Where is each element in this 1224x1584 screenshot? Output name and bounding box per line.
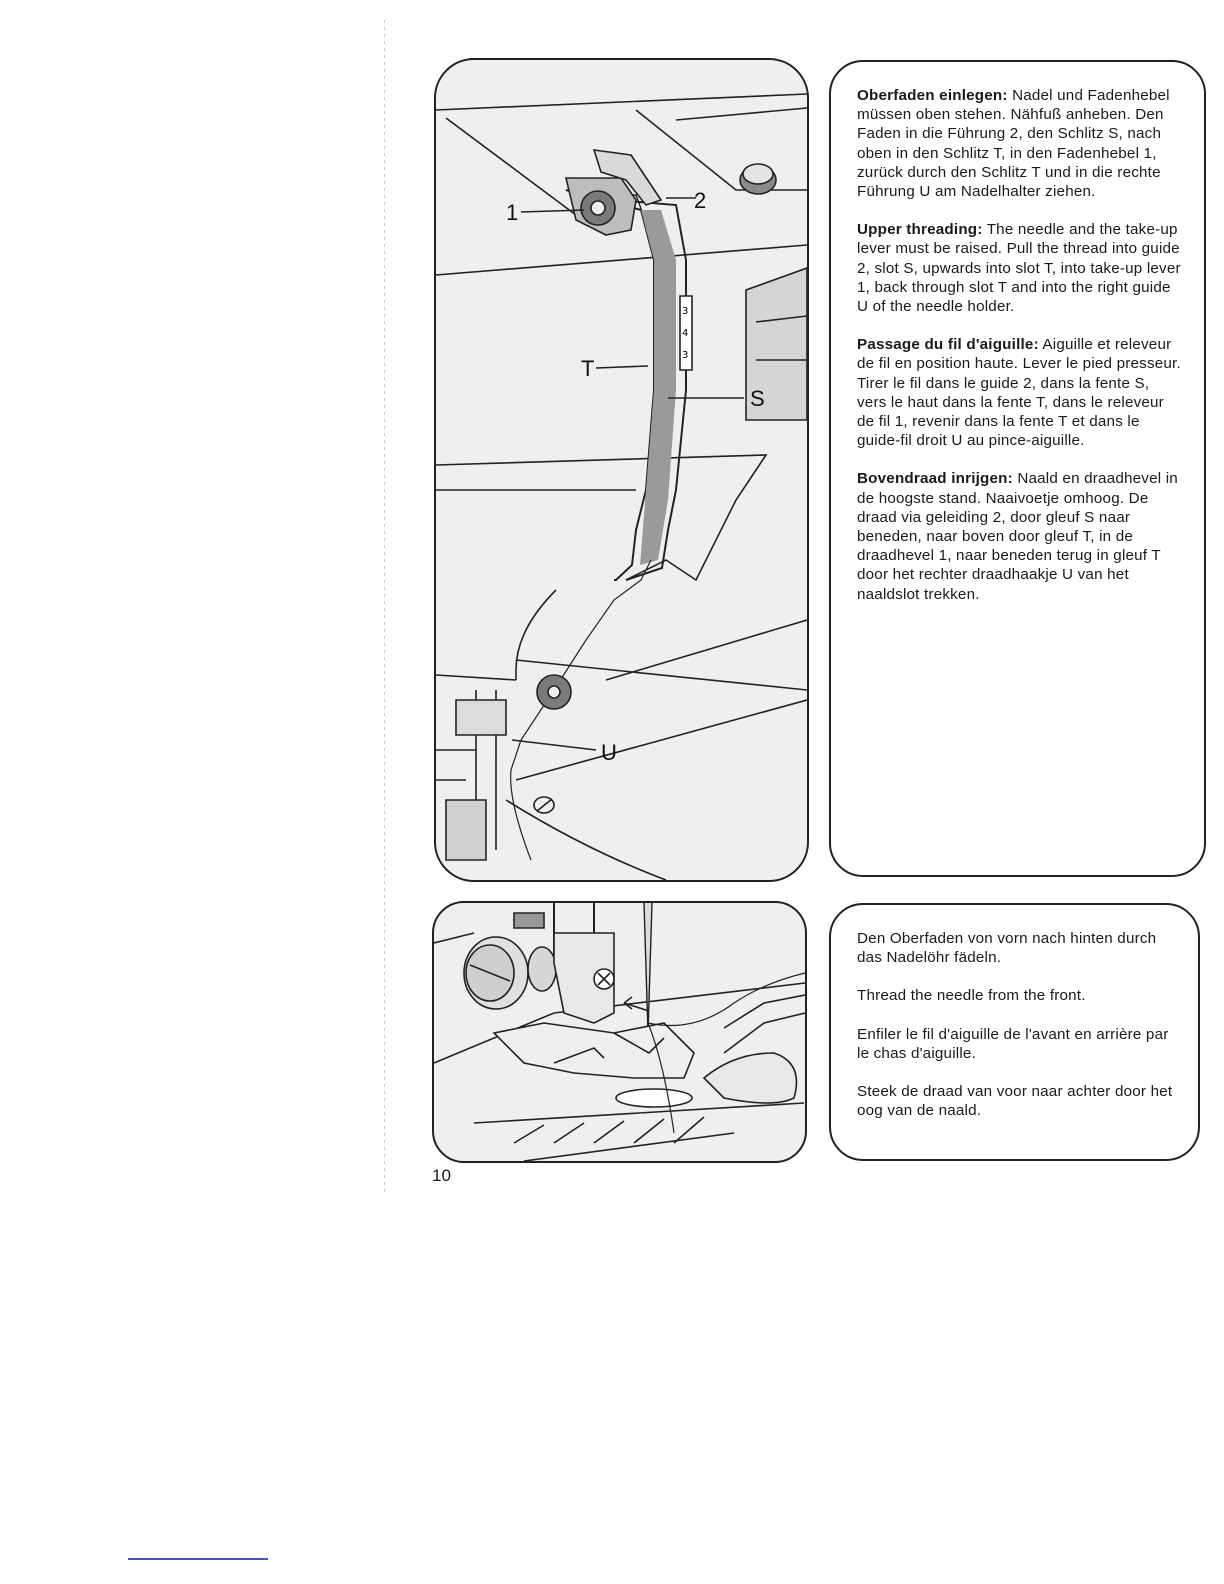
dial-number: 4 bbox=[682, 328, 689, 339]
instruction-german bbox=[857, 86, 1182, 201]
heading-french: Passage du fil d'aiguille: bbox=[857, 336, 1039, 354]
instruction-dutch bbox=[857, 469, 1182, 603]
heading-dutch: Bovendraad inrijgen: bbox=[857, 470, 1013, 488]
callout-slot-t: T bbox=[581, 356, 595, 381]
upper-threading-instructions bbox=[829, 60, 1206, 877]
body-english: The needle and the take-up lever must be raised. Pull the thread into guide 2, slot S, upwards into slot T, into take-up lever 1, back through slot T and into the right guide U of the needle holder. bbox=[857, 221, 1181, 316]
needle-threading-illustration bbox=[434, 903, 805, 1161]
page-number: 10 bbox=[432, 1166, 451, 1185]
callout-take-up-lever-1: 1 bbox=[506, 200, 519, 225]
margin-guide-line bbox=[384, 20, 385, 1195]
dial-number: 3 bbox=[682, 306, 689, 317]
needle-threading-figure bbox=[432, 901, 807, 1163]
needle-threading-instructions bbox=[829, 903, 1200, 1161]
instruction-english bbox=[857, 220, 1182, 316]
needle-instruction-german: Den Oberfaden von vorn nach hinten durch das Nadelöhr fädeln. bbox=[857, 930, 1157, 967]
instruction-french bbox=[857, 335, 1182, 450]
callout-guide-u: U bbox=[601, 740, 617, 765]
needle-instruction-french: Enfiler le fil d'aiguille de l'avant en arrière par le chas d'aiguille. bbox=[857, 1025, 1169, 1062]
heading-english: Upper threading: bbox=[857, 221, 983, 239]
body-french: Aiguille et releveur de fil en position haute. Lever le pied presseur. Tirer le fil dans le guide 2, dans la fente S, vers le haut dans la fente T, dans le releveur de fil 1, revenir dans la fente T et dans le guide-fil droit U au pince-aiguille. bbox=[857, 336, 1181, 450]
upper-threading-illustration bbox=[436, 60, 807, 880]
body-dutch: Naald en draadhevel in de hoogste stand. Naaivoetje omhoog. De draad via geleiding 2, door gleuf S naar beneden, naar boven door gleuf T, in de draadhevel 1, naar beneden terug in gleuf T door het rechter draadhaakje U van het naaldslot trekken. bbox=[857, 470, 1178, 603]
callout-guide-2: 2 bbox=[694, 188, 707, 213]
upper-threading-figure bbox=[434, 58, 809, 882]
needle-instruction-english: Thread the needle from the front. bbox=[857, 987, 1086, 1005]
dial-number: 3 bbox=[682, 350, 689, 361]
needle-instruction-dutch: Steek de draad van voor naar achter door het oog van de naald. bbox=[857, 1083, 1173, 1120]
heading-german: Oberfaden einlegen: bbox=[857, 87, 1008, 104]
callout-slot-s: S bbox=[750, 386, 765, 411]
body-german: Nadel und Fadenhebel müssen oben stehen. Nähfuß anheben. Den Faden in die Führung 2, den Schlitz S, nach oben in den Schlitz T, in den Fadenhebel 1, zurück durch den Schlitz T und in die rechte Führung U am Nadelhalter ziehen. bbox=[857, 87, 1170, 201]
bottom-rule bbox=[128, 1558, 268, 1560]
